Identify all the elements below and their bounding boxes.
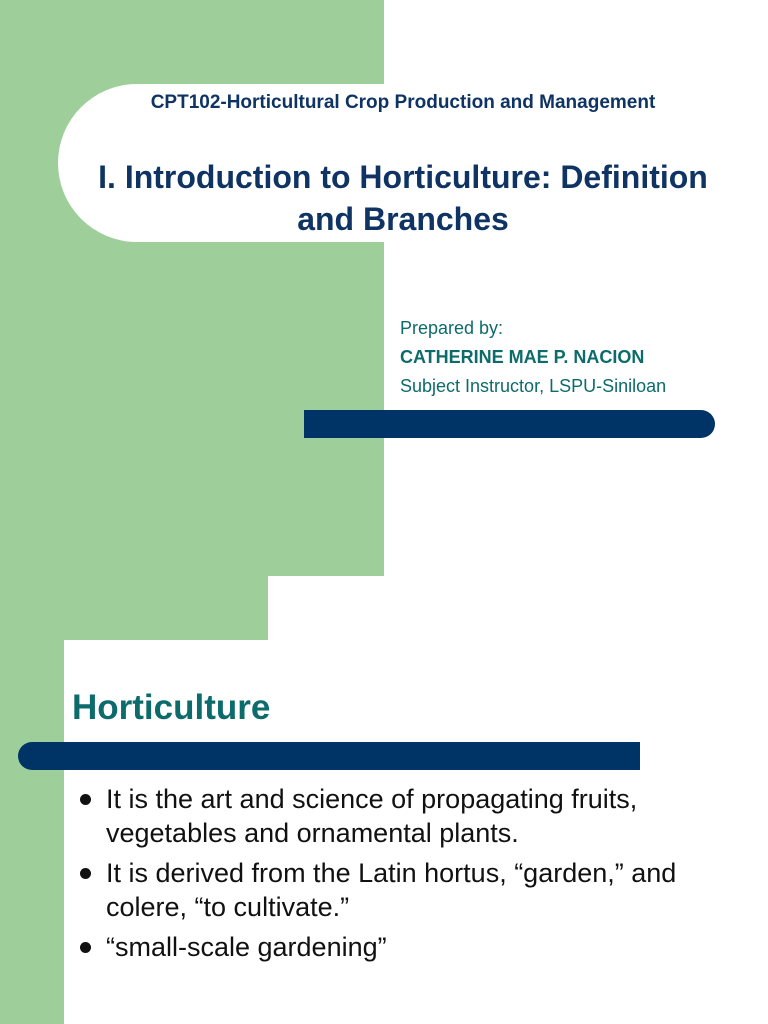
slide2-green-strip	[0, 640, 64, 1024]
bullet-icon	[80, 868, 91, 879]
slide-title-line1: I. Introduction to Horticulture: Definition	[98, 159, 708, 195]
prepared-label: Prepared by:	[400, 318, 504, 338]
list-item	[76, 856, 756, 924]
bullet-text: It is the art and science of propagating fruits, vegetables and ornamental plants.	[106, 784, 638, 848]
slide-title-line2: and Branches	[297, 201, 509, 237]
list-item	[76, 930, 756, 964]
author-name: CATHERINE MAE P. NACION	[400, 347, 645, 367]
bullet-text: It is derived from the Latin hortus, “garden,” and colere, “to cultivate.”	[106, 858, 677, 922]
author-role: Subject Instructor, LSPU-Siniloan	[400, 376, 667, 396]
prepared-by-block	[400, 314, 666, 401]
bullet-list	[76, 782, 756, 970]
slide2-divider-bar	[18, 742, 640, 770]
slide1-divider-bar	[304, 410, 715, 438]
slide2-heading: Horticulture	[72, 688, 271, 727]
bullet-icon	[80, 942, 91, 953]
bullet-icon	[80, 794, 91, 805]
bullet-text: “small-scale gardening”	[106, 932, 387, 962]
slide-title	[58, 156, 748, 240]
slide1-green-tab	[0, 576, 268, 640]
list-item	[76, 782, 756, 850]
course-code: CPT102-Horticultural Crop Production and Management	[150, 92, 656, 113]
